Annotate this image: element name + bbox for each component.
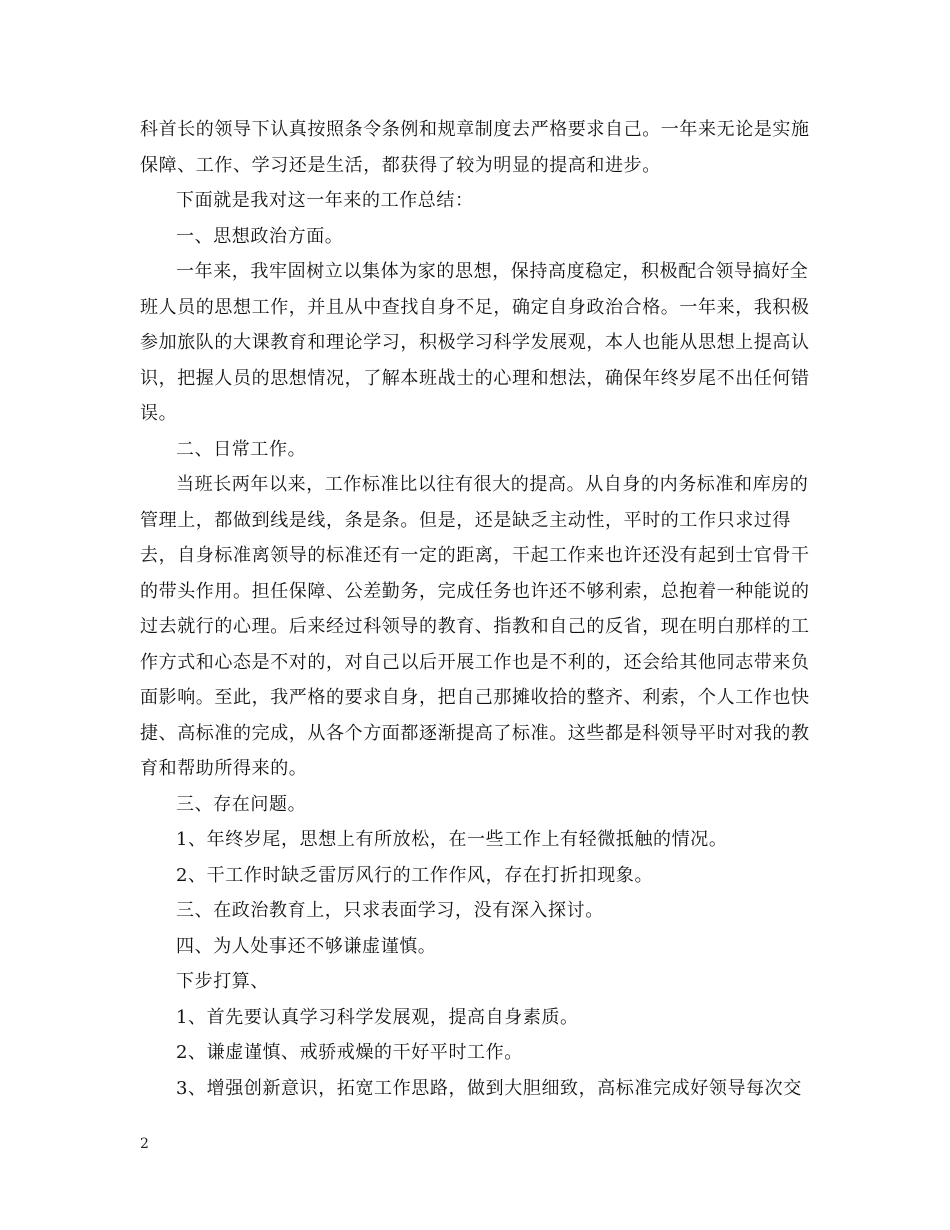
list-item-problem-2: 2、干工作时缺乏雷厉风行的工作作风，存在打折扣现象。 <box>176 864 654 886</box>
list-item-problem-1: 1、年终岁尾，思想上有所放松，在一些工作上有轻微抵触的情况。 <box>176 829 728 850</box>
list-item-problem-3: 三、在政治教育上，只求表面学习，没有深入探讨。 <box>176 900 604 921</box>
document-body <box>140 112 820 1106</box>
list-item-problem-4: 四、为人处事还不够谦虚谨慎。 <box>176 935 437 957</box>
paragraph-summary-lead: 下面就是我对这一年来的工作总结： <box>176 190 474 211</box>
heading-ideology: 一、思想政治方面。 <box>176 225 344 247</box>
paragraph-intro-continuation: 科首长的领导下认真按照条令条例和规章制度去严格要求自己。一年来无论是实施保障、工作、学习还是生活，都获得了较为明显的提高和进步。 <box>140 119 810 176</box>
heading-next-steps: 下步打算、 <box>176 971 269 992</box>
heading-daily-work: 二、日常工作。 <box>176 438 307 460</box>
paragraph-ideology: 一年来，我牢固树立以集体为家的思想，保持高度稳定，积极配合领导搞好全班人员的思想工作，并且从中查找自身不足，确定自身政治合格。一年来，我积极参加旅队的大课教育和理论学习，积极学习科学发展观，本人也能从思想上提高认识，把握人员的思想情况，了解本班战士的心理和想法，确保年终岁尾不出任何错误。 <box>140 261 810 424</box>
list-item-plan-2: 2、谦虚谨慎、戒骄戒燥的干好平时工作。 <box>176 1042 523 1063</box>
list-item-plan-1: 1、首先要认真学习科学发展观，提高自身素质。 <box>176 1006 579 1028</box>
paragraph-daily-work: 当班长两年以来，工作标准比以往有很大的提高。从自身的内务标准和库房的管理上，都做到线是线，条是条。但是，还是缺乏主动性，平时的工作只求过得去，自身标准离领导的标准还有一定的距离，干起工作来也许还没有起到士官骨干的带头作用。担任保障、公差勤务，完成任务也许还不够利索，总抱着一种能说的过去就行的心理。后来经过科领导的教育、指教和自己的反省，现在明白那样的工作方式和心态是不对的，对自己以后开展工作也是不利的，还会给其他同志带来负面影响。至此，我严格的要求自身，把自己那摊收拾的整齐、利索，个人工作也快捷、高标准的完成，从各个方面都逐渐提高了标准。这些都是科领导平时对我的教育和帮助所得来的。 <box>140 474 810 779</box>
page-number: 2 <box>140 1136 149 1152</box>
list-item-plan-3: 3、增强创新意识，拓宽工作思路，做到大胆细致，高标准完成好领导每次交 <box>176 1077 802 1099</box>
heading-problems: 三、存在问题。 <box>176 793 307 815</box>
